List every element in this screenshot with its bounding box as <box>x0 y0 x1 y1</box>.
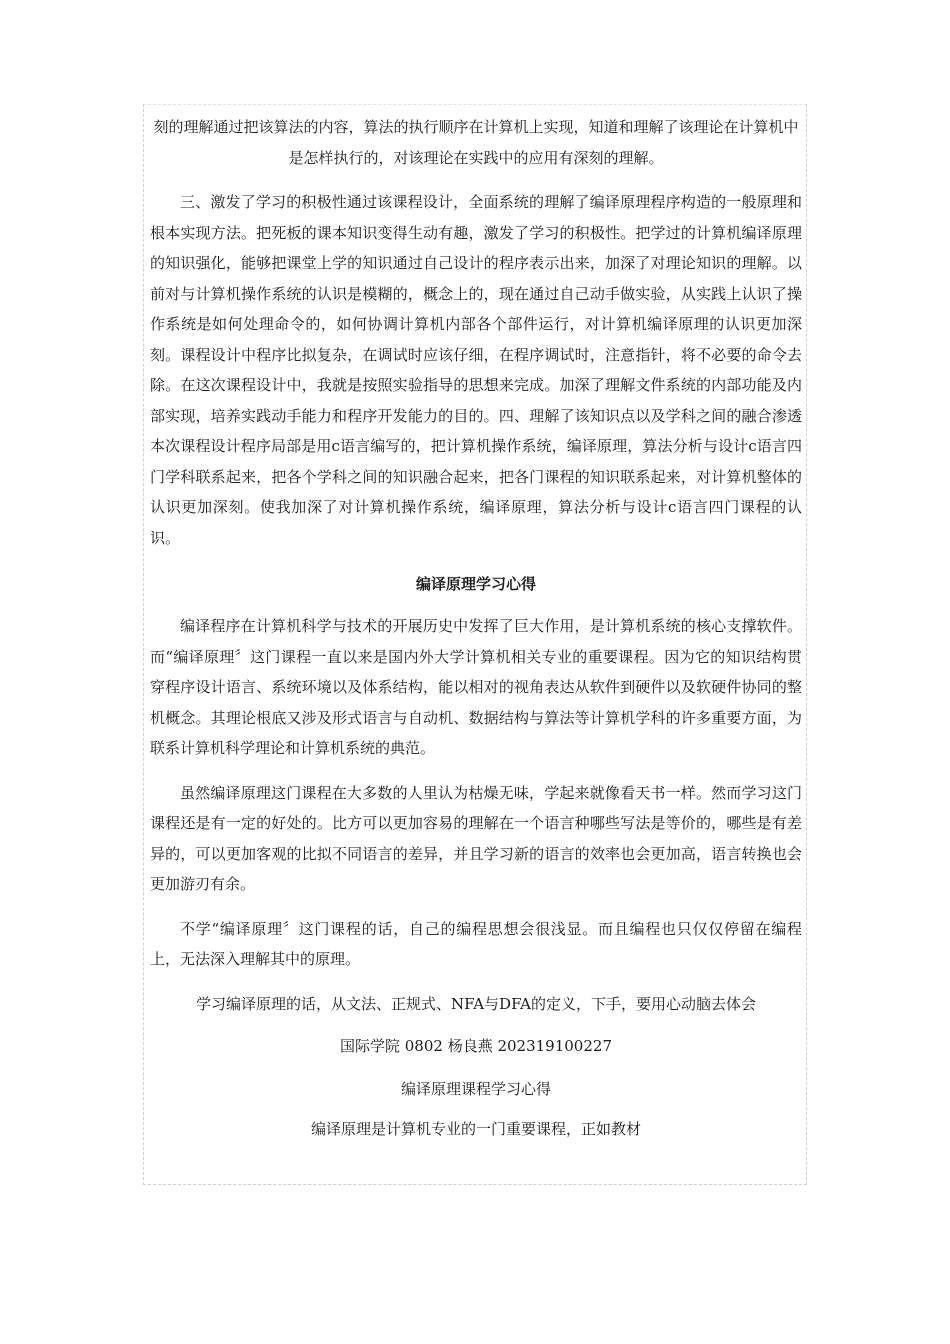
paragraph-motivation: 三、激发了学习的积极性通过该课程设计，全面系统的理解了编译原理程序构造的一般原理和根本实现方法。把死板的课本知识变得生动有趣，激发了学习的积极性。把学过的计算机编译原理的知识强化，能够把课堂上学的知识通过自己设计的程序表示出来，加深了对理论知识的理解。以前对与计算机操作系统的认识是模糊的，概念上的，现在通过自己动手做实验，从实践上认识了操作系统是如何处理命令的，如何协调计算机内部各个部件运行，对计算机编译原理的认识更加深刻。课程设计中程序比拟复杂，在调试时应该仔细，在程序调试时，注意指针，将不必要的命令去除。在这次课程设计中，我就是按照实验指导的思想来完成。加深了理解文件系统的内部功能及内部实现，培养实践动手能力和程序开发能力的目的。四、理解了该知识点以及学科之间的融合渗透本次课程设计程序局部是用c语言编写的，把计算机操作系统，编译原理，算法分析与设计c语言四门学科联系起来，把各个学科之间的知识融合起来，把各门课程的知识联系起来，对计算机整体的认识更加深刻。使我加深了对计算机操作系统，编译原理，算法分析与设计c语言四门课程的认识。 <box>150 193 802 547</box>
subsection-title: 编译原理课程学习心得 <box>400 1079 551 1098</box>
section-heading: 编译原理学习心得 <box>415 575 536 593</box>
paragraph-without-course: 不学“编译原理〞这门课程的话，自己的编程思想会很浅显。而且编程也只仅仅停留在编程上，无法深入理解其中的原理。 <box>150 919 802 968</box>
paragraph-truncated: 编译原理是计算机专业的一门重要课程，正如教材 <box>310 1120 641 1138</box>
paragraph-understanding: 刻的理解通过把该算法的内容，算法的执行顺序在计算机上实现，知道和理解了该理论在计算机中是怎样执行的，对该理论在实践中的应用有深刻的理解。 <box>153 118 799 167</box>
author-line: 国际学院 0802 杨良燕 202319100227 <box>339 1037 612 1055</box>
paragraph-how-to-learn: 学习编译原理的话，从文法、正规式、NFA与DFA的定义，下手，要用心动脑去体会 <box>195 994 757 1013</box>
document-body <box>150 112 802 1145</box>
paragraph-course-benefits: 虽然编译原理这门课程在大多数的人里认为枯燥无味，学起来就像看天书一样。然而学习这门课程还是有一定的好处的。比方可以更加容易的理解在一个语言种哪些写法是等价的，哪些是有差异的，可以更加客观的比拟不同语言的差异，并且学习新的语言的效率也会更加高，语言转换也会更加游刃有余。 <box>150 783 802 893</box>
paragraph-compiler-importance: 编译程序在计算机科学与技术的开展历史中发挥了巨大作用，是计算机系统的核心支撑软件。而“编译原理〞这门课程一直以来是国内外大学计算机相关专业的重要课程。因为它的知识结构贯穿程序设计语言、系统环境以及体系结构，能以相对的视角表达从软件到硬件以及软硬件协同的整机概念。其理论根底又涉及形式语言与自动机、数据结构与算法等计算机学科的许多重要方面，为联系计算机科学理论和计算机系统的典范。 <box>150 617 802 757</box>
